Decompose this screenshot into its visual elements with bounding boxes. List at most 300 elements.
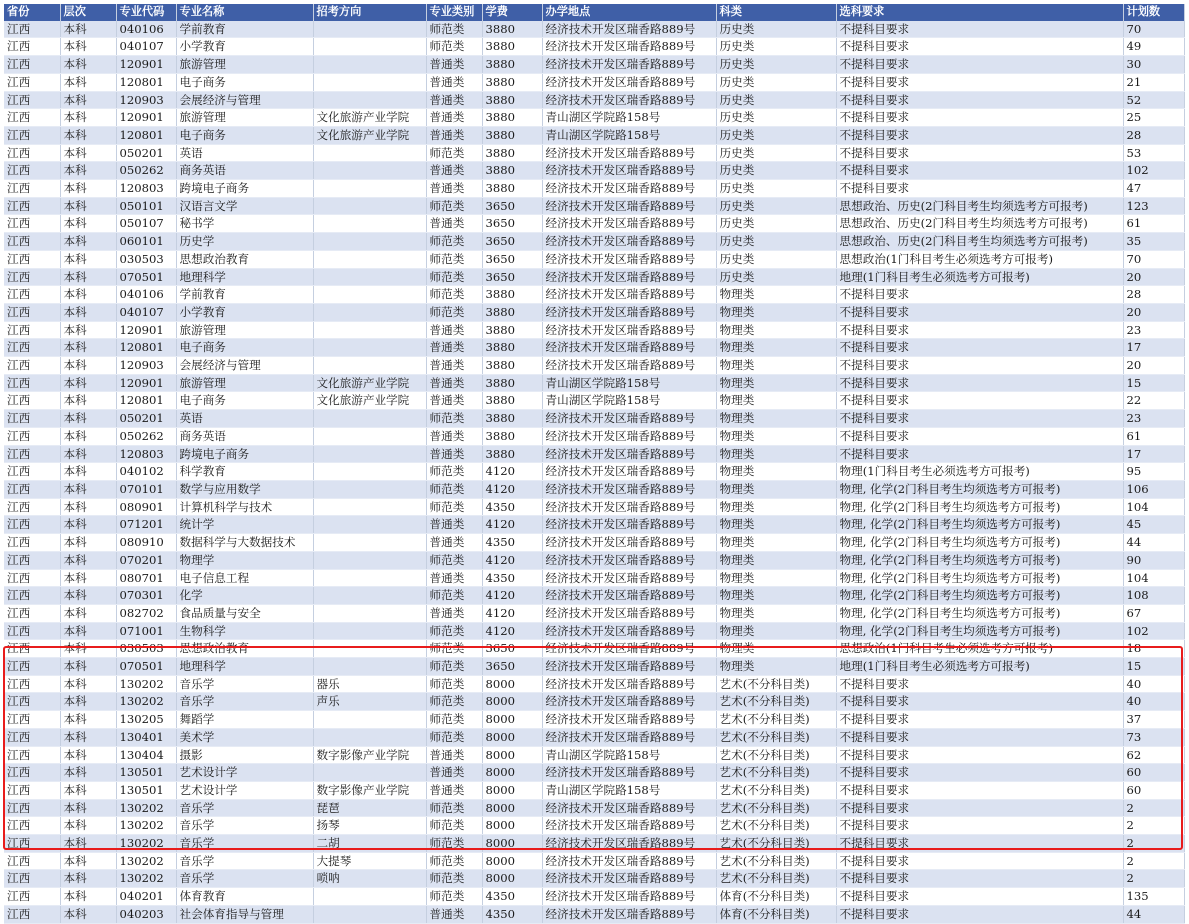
- subject-type-cell[interactable]: 历史类: [716, 56, 836, 74]
- col-header-major-name[interactable]: 专业名称: [176, 4, 313, 21]
- plan-count-cell[interactable]: 23: [1123, 410, 1184, 428]
- direction-cell[interactable]: 文化旅游产业学院: [313, 392, 426, 410]
- province-cell[interactable]: 江西: [4, 711, 60, 729]
- major-code-cell[interactable]: 071201: [116, 516, 176, 534]
- plan-count-cell[interactable]: 2: [1123, 870, 1184, 888]
- subject-requirement-cell[interactable]: 不提科目要求: [836, 905, 1123, 923]
- level-cell[interactable]: 本科: [60, 587, 116, 605]
- level-cell[interactable]: 本科: [60, 73, 116, 91]
- subject-type-cell[interactable]: 历史类: [716, 126, 836, 144]
- level-cell[interactable]: 本科: [60, 551, 116, 569]
- table-row[interactable]: [4, 480, 1184, 498]
- table-row[interactable]: [4, 91, 1184, 109]
- direction-cell[interactable]: 二胡: [313, 835, 426, 853]
- table-row[interactable]: [4, 534, 1184, 552]
- direction-cell[interactable]: [313, 286, 426, 304]
- direction-cell[interactable]: [313, 888, 426, 906]
- major-code-cell[interactable]: 040106: [116, 21, 176, 38]
- direction-cell[interactable]: [313, 764, 426, 782]
- level-cell[interactable]: 本科: [60, 675, 116, 693]
- major-name-cell[interactable]: 商务英语: [176, 427, 313, 445]
- tuition-cell[interactable]: 3880: [482, 374, 542, 392]
- campus-cell[interactable]: 经济技术开发区瑞香路889号: [542, 658, 716, 676]
- subject-type-cell[interactable]: 艺术(不分科目类): [716, 781, 836, 799]
- plan-count-cell[interactable]: 23: [1123, 321, 1184, 339]
- major-name-cell[interactable]: 旅游管理: [176, 56, 313, 74]
- level-cell[interactable]: 本科: [60, 427, 116, 445]
- plan-count-cell[interactable]: 17: [1123, 339, 1184, 357]
- tuition-cell[interactable]: 8000: [482, 693, 542, 711]
- province-cell[interactable]: 江西: [4, 73, 60, 91]
- level-cell[interactable]: 本科: [60, 392, 116, 410]
- category-cell[interactable]: 普通类: [426, 56, 482, 74]
- plan-count-cell[interactable]: 90: [1123, 551, 1184, 569]
- category-cell[interactable]: 师范类: [426, 197, 482, 215]
- plan-count-cell[interactable]: 62: [1123, 746, 1184, 764]
- plan-count-cell[interactable]: 104: [1123, 498, 1184, 516]
- province-cell[interactable]: 江西: [4, 852, 60, 870]
- major-code-cell[interactable]: 130205: [116, 711, 176, 729]
- category-cell[interactable]: 普通类: [426, 516, 482, 534]
- subject-type-cell[interactable]: 物理类: [716, 604, 836, 622]
- plan-count-cell[interactable]: 22: [1123, 392, 1184, 410]
- level-cell[interactable]: 本科: [60, 250, 116, 268]
- major-name-cell[interactable]: 音乐学: [176, 870, 313, 888]
- province-cell[interactable]: 江西: [4, 569, 60, 587]
- category-cell[interactable]: 师范类: [426, 870, 482, 888]
- major-code-cell[interactable]: 120801: [116, 339, 176, 357]
- level-cell[interactable]: 本科: [60, 728, 116, 746]
- level-cell[interactable]: 本科: [60, 463, 116, 481]
- direction-cell[interactable]: [313, 21, 426, 38]
- level-cell[interactable]: 本科: [60, 445, 116, 463]
- plan-count-cell[interactable]: 44: [1123, 905, 1184, 923]
- tuition-cell[interactable]: 4350: [482, 498, 542, 516]
- category-cell[interactable]: 普通类: [426, 126, 482, 144]
- table-row[interactable]: [4, 162, 1184, 180]
- major-code-cell[interactable]: 050201: [116, 144, 176, 162]
- plan-count-cell[interactable]: 67: [1123, 604, 1184, 622]
- province-cell[interactable]: 江西: [4, 339, 60, 357]
- tuition-cell[interactable]: 3880: [482, 445, 542, 463]
- category-cell[interactable]: 普通类: [426, 604, 482, 622]
- direction-cell[interactable]: [313, 303, 426, 321]
- direction-cell[interactable]: [313, 534, 426, 552]
- subject-type-cell[interactable]: 历史类: [716, 73, 836, 91]
- category-cell[interactable]: 师范类: [426, 799, 482, 817]
- category-cell[interactable]: 普通类: [426, 162, 482, 180]
- plan-count-cell[interactable]: 2: [1123, 817, 1184, 835]
- subject-requirement-cell[interactable]: 物理, 化学(2门科目考生均须选考方可报考): [836, 480, 1123, 498]
- category-cell[interactable]: 普通类: [426, 215, 482, 233]
- tuition-cell[interactable]: 3880: [482, 180, 542, 198]
- category-cell[interactable]: 师范类: [426, 268, 482, 286]
- category-cell[interactable]: 师范类: [426, 728, 482, 746]
- table-row[interactable]: [4, 286, 1184, 304]
- campus-cell[interactable]: 经济技术开发区瑞香路889号: [542, 445, 716, 463]
- major-code-cell[interactable]: 130501: [116, 781, 176, 799]
- table-row[interactable]: [4, 516, 1184, 534]
- plan-count-cell[interactable]: 60: [1123, 781, 1184, 799]
- major-code-cell[interactable]: 080910: [116, 534, 176, 552]
- subject-requirement-cell[interactable]: 不提科目要求: [836, 109, 1123, 127]
- direction-cell[interactable]: [313, 73, 426, 91]
- subject-requirement-cell[interactable]: 不提科目要求: [836, 180, 1123, 198]
- plan-count-cell[interactable]: 20: [1123, 268, 1184, 286]
- subject-type-cell[interactable]: 物理类: [716, 480, 836, 498]
- subject-requirement-cell[interactable]: 物理, 化学(2门科目考生均须选考方可报考): [836, 569, 1123, 587]
- direction-cell[interactable]: [313, 144, 426, 162]
- subject-requirement-cell[interactable]: 不提科目要求: [836, 693, 1123, 711]
- subject-requirement-cell[interactable]: 不提科目要求: [836, 888, 1123, 906]
- tuition-cell[interactable]: 8000: [482, 764, 542, 782]
- plan-count-cell[interactable]: 45: [1123, 516, 1184, 534]
- direction-cell[interactable]: [313, 622, 426, 640]
- campus-cell[interactable]: 经济技术开发区瑞香路889号: [542, 534, 716, 552]
- subject-requirement-cell[interactable]: 不提科目要求: [836, 781, 1123, 799]
- tuition-cell[interactable]: 4120: [482, 463, 542, 481]
- subject-requirement-cell[interactable]: 不提科目要求: [836, 38, 1123, 56]
- level-cell[interactable]: 本科: [60, 852, 116, 870]
- subject-requirement-cell[interactable]: 不提科目要求: [836, 711, 1123, 729]
- direction-cell[interactable]: [313, 91, 426, 109]
- major-name-cell[interactable]: 电子商务: [176, 73, 313, 91]
- major-name-cell[interactable]: 小学教育: [176, 303, 313, 321]
- campus-cell[interactable]: 经济技术开发区瑞香路889号: [542, 197, 716, 215]
- tuition-cell[interactable]: 3650: [482, 197, 542, 215]
- major-name-cell[interactable]: 社会体育指导与管理: [176, 905, 313, 923]
- major-name-cell[interactable]: 跨境电子商务: [176, 445, 313, 463]
- direction-cell[interactable]: [313, 728, 426, 746]
- tuition-cell[interactable]: 3880: [482, 56, 542, 74]
- level-cell[interactable]: 本科: [60, 799, 116, 817]
- major-code-cell[interactable]: 040102: [116, 463, 176, 481]
- subject-requirement-cell[interactable]: 不提科目要求: [836, 445, 1123, 463]
- province-cell[interactable]: 江西: [4, 197, 60, 215]
- category-cell[interactable]: 普通类: [426, 781, 482, 799]
- province-cell[interactable]: 江西: [4, 374, 60, 392]
- plan-count-cell[interactable]: 2: [1123, 835, 1184, 853]
- campus-cell[interactable]: 经济技术开发区瑞香路889号: [542, 321, 716, 339]
- subject-requirement-cell[interactable]: 不提科目要求: [836, 321, 1123, 339]
- campus-cell[interactable]: 经济技术开发区瑞香路889号: [542, 799, 716, 817]
- category-cell[interactable]: 普通类: [426, 569, 482, 587]
- col-header-plan-count[interactable]: 计划数: [1123, 4, 1184, 21]
- campus-cell[interactable]: 青山湖区学院路158号: [542, 109, 716, 127]
- campus-cell[interactable]: 经济技术开发区瑞香路889号: [542, 551, 716, 569]
- subject-requirement-cell[interactable]: 不提科目要求: [836, 21, 1123, 38]
- direction-cell[interactable]: [313, 604, 426, 622]
- table-row[interactable]: [4, 250, 1184, 268]
- direction-cell[interactable]: [313, 197, 426, 215]
- campus-cell[interactable]: 经济技术开发区瑞香路889号: [542, 888, 716, 906]
- subject-requirement-cell[interactable]: 思想政治、历史(2门科目考生均须选考方可报考): [836, 233, 1123, 251]
- major-code-cell[interactable]: 120901: [116, 374, 176, 392]
- table-row[interactable]: [4, 215, 1184, 233]
- major-name-cell[interactable]: 汉语言文学: [176, 197, 313, 215]
- table-row[interactable]: [4, 233, 1184, 251]
- major-name-cell[interactable]: 思想政治教育: [176, 640, 313, 658]
- major-name-cell[interactable]: 跨境电子商务: [176, 180, 313, 198]
- category-cell[interactable]: 普通类: [426, 357, 482, 375]
- campus-cell[interactable]: 经济技术开发区瑞香路889号: [542, 498, 716, 516]
- province-cell[interactable]: 江西: [4, 870, 60, 888]
- campus-cell[interactable]: 经济技术开发区瑞香路889号: [542, 622, 716, 640]
- campus-cell[interactable]: 经济技术开发区瑞香路889号: [542, 516, 716, 534]
- direction-cell[interactable]: [313, 498, 426, 516]
- campus-cell[interactable]: 经济技术开发区瑞香路889号: [542, 268, 716, 286]
- plan-count-cell[interactable]: 37: [1123, 711, 1184, 729]
- subject-type-cell[interactable]: 历史类: [716, 197, 836, 215]
- major-code-cell[interactable]: 070501: [116, 268, 176, 286]
- province-cell[interactable]: 江西: [4, 410, 60, 428]
- subject-requirement-cell[interactable]: 思想政治、历史(2门科目考生均须选考方可报考): [836, 197, 1123, 215]
- level-cell[interactable]: 本科: [60, 126, 116, 144]
- province-cell[interactable]: 江西: [4, 321, 60, 339]
- level-cell[interactable]: 本科: [60, 144, 116, 162]
- tuition-cell[interactable]: 3650: [482, 250, 542, 268]
- subject-type-cell[interactable]: 体育(不分科目类): [716, 905, 836, 923]
- plan-count-cell[interactable]: 61: [1123, 215, 1184, 233]
- table-row[interactable]: [4, 339, 1184, 357]
- subject-type-cell[interactable]: 物理类: [716, 286, 836, 304]
- subject-type-cell[interactable]: 历史类: [716, 233, 836, 251]
- plan-count-cell[interactable]: 21: [1123, 73, 1184, 91]
- major-code-cell[interactable]: 130202: [116, 870, 176, 888]
- major-code-cell[interactable]: 040107: [116, 303, 176, 321]
- major-name-cell[interactable]: 学前教育: [176, 21, 313, 38]
- campus-cell[interactable]: 经济技术开发区瑞香路889号: [542, 250, 716, 268]
- table-row[interactable]: [4, 392, 1184, 410]
- level-cell[interactable]: 本科: [60, 109, 116, 127]
- direction-cell[interactable]: [313, 321, 426, 339]
- subject-type-cell[interactable]: 历史类: [716, 91, 836, 109]
- campus-cell[interactable]: 经济技术开发区瑞香路889号: [542, 675, 716, 693]
- category-cell[interactable]: 师范类: [426, 410, 482, 428]
- province-cell[interactable]: 江西: [4, 764, 60, 782]
- subject-requirement-cell[interactable]: 物理, 化学(2门科目考生均须选考方可报考): [836, 534, 1123, 552]
- level-cell[interactable]: 本科: [60, 764, 116, 782]
- table-row[interactable]: [4, 303, 1184, 321]
- campus-cell[interactable]: 经济技术开发区瑞香路889号: [542, 162, 716, 180]
- table-row[interactable]: [4, 622, 1184, 640]
- province-cell[interactable]: 江西: [4, 180, 60, 198]
- subject-type-cell[interactable]: 物理类: [716, 534, 836, 552]
- tuition-cell[interactable]: 3880: [482, 144, 542, 162]
- plan-count-cell[interactable]: 25: [1123, 109, 1184, 127]
- table-row[interactable]: [4, 640, 1184, 658]
- table-row[interactable]: [4, 835, 1184, 853]
- table-row[interactable]: [4, 268, 1184, 286]
- major-code-cell[interactable]: 040203: [116, 905, 176, 923]
- tuition-cell[interactable]: 8000: [482, 799, 542, 817]
- subject-type-cell[interactable]: 历史类: [716, 38, 836, 56]
- tuition-cell[interactable]: 8000: [482, 852, 542, 870]
- major-code-cell[interactable]: 080901: [116, 498, 176, 516]
- table-row[interactable]: [4, 693, 1184, 711]
- subject-type-cell[interactable]: 物理类: [716, 498, 836, 516]
- major-name-cell[interactable]: 艺术设计学: [176, 764, 313, 782]
- campus-cell[interactable]: 经济技术开发区瑞香路889号: [542, 764, 716, 782]
- direction-cell[interactable]: 唢呐: [313, 870, 426, 888]
- major-code-cell[interactable]: 040106: [116, 286, 176, 304]
- subject-requirement-cell[interactable]: 地理(1门科目考生必须选考方可报考): [836, 658, 1123, 676]
- major-name-cell[interactable]: 会展经济与管理: [176, 357, 313, 375]
- subject-requirement-cell[interactable]: 不提科目要求: [836, 799, 1123, 817]
- level-cell[interactable]: 本科: [60, 286, 116, 304]
- subject-type-cell[interactable]: 物理类: [716, 357, 836, 375]
- province-cell[interactable]: 江西: [4, 675, 60, 693]
- plan-count-cell[interactable]: 15: [1123, 374, 1184, 392]
- table-row[interactable]: [4, 764, 1184, 782]
- campus-cell[interactable]: 经济技术开发区瑞香路889号: [542, 835, 716, 853]
- province-cell[interactable]: 江西: [4, 817, 60, 835]
- table-row[interactable]: [4, 746, 1184, 764]
- plan-count-cell[interactable]: 73: [1123, 728, 1184, 746]
- direction-cell[interactable]: 声乐: [313, 693, 426, 711]
- category-cell[interactable]: 师范类: [426, 587, 482, 605]
- province-cell[interactable]: 江西: [4, 463, 60, 481]
- major-name-cell[interactable]: 旅游管理: [176, 109, 313, 127]
- province-cell[interactable]: 江西: [4, 835, 60, 853]
- major-name-cell[interactable]: 历史学: [176, 233, 313, 251]
- col-header-direction[interactable]: 招考方向: [313, 4, 426, 21]
- category-cell[interactable]: 普通类: [426, 339, 482, 357]
- direction-cell[interactable]: [313, 480, 426, 498]
- campus-cell[interactable]: 经济技术开发区瑞香路889号: [542, 817, 716, 835]
- table-row[interactable]: [4, 587, 1184, 605]
- table-row[interactable]: [4, 197, 1184, 215]
- major-code-cell[interactable]: 120901: [116, 109, 176, 127]
- tuition-cell[interactable]: 4120: [482, 622, 542, 640]
- table-row[interactable]: [4, 658, 1184, 676]
- category-cell[interactable]: 师范类: [426, 303, 482, 321]
- table-row[interactable]: [4, 427, 1184, 445]
- major-code-cell[interactable]: 071001: [116, 622, 176, 640]
- subject-type-cell[interactable]: 物理类: [716, 516, 836, 534]
- province-cell[interactable]: 江西: [4, 56, 60, 74]
- major-code-cell[interactable]: 040201: [116, 888, 176, 906]
- province-cell[interactable]: 江西: [4, 250, 60, 268]
- major-name-cell[interactable]: 数学与应用数学: [176, 480, 313, 498]
- campus-cell[interactable]: 经济技术开发区瑞香路889号: [542, 905, 716, 923]
- province-cell[interactable]: 江西: [4, 480, 60, 498]
- major-name-cell[interactable]: 英语: [176, 144, 313, 162]
- subject-requirement-cell[interactable]: 物理, 化学(2门科目考生均须选考方可报考): [836, 516, 1123, 534]
- plan-count-cell[interactable]: 2: [1123, 799, 1184, 817]
- category-cell[interactable]: 普通类: [426, 764, 482, 782]
- category-cell[interactable]: 普通类: [426, 746, 482, 764]
- category-cell[interactable]: 师范类: [426, 250, 482, 268]
- direction-cell[interactable]: 文化旅游产业学院: [313, 374, 426, 392]
- category-cell[interactable]: 普通类: [426, 445, 482, 463]
- level-cell[interactable]: 本科: [60, 180, 116, 198]
- major-code-cell[interactable]: 130501: [116, 764, 176, 782]
- direction-cell[interactable]: 数字影像产业学院: [313, 781, 426, 799]
- subject-type-cell[interactable]: 艺术(不分科目类): [716, 799, 836, 817]
- subject-type-cell[interactable]: 艺术(不分科目类): [716, 675, 836, 693]
- subject-type-cell[interactable]: 历史类: [716, 250, 836, 268]
- major-code-cell[interactable]: 130202: [116, 799, 176, 817]
- campus-cell[interactable]: 青山湖区学院路158号: [542, 392, 716, 410]
- major-code-cell[interactable]: 130202: [116, 852, 176, 870]
- subject-requirement-cell[interactable]: 不提科目要求: [836, 870, 1123, 888]
- subject-requirement-cell[interactable]: 不提科目要求: [836, 374, 1123, 392]
- table-row[interactable]: [4, 126, 1184, 144]
- level-cell[interactable]: 本科: [60, 21, 116, 38]
- plan-count-cell[interactable]: 28: [1123, 126, 1184, 144]
- major-name-cell[interactable]: 数据科学与大数据技术: [176, 534, 313, 552]
- level-cell[interactable]: 本科: [60, 870, 116, 888]
- subject-requirement-cell[interactable]: 思想政治(1门科目考生必须选考方可报考): [836, 250, 1123, 268]
- major-name-cell[interactable]: 音乐学: [176, 693, 313, 711]
- major-name-cell[interactable]: 食品质量与安全: [176, 604, 313, 622]
- subject-requirement-cell[interactable]: 物理, 化学(2门科目考生均须选考方可报考): [836, 587, 1123, 605]
- campus-cell[interactable]: 青山湖区学院路158号: [542, 746, 716, 764]
- plan-count-cell[interactable]: 104: [1123, 569, 1184, 587]
- subject-type-cell[interactable]: 物理类: [716, 658, 836, 676]
- campus-cell[interactable]: 经济技术开发区瑞香路889号: [542, 728, 716, 746]
- subject-requirement-cell[interactable]: 不提科目要求: [836, 427, 1123, 445]
- subject-requirement-cell[interactable]: 物理, 化学(2门科目考生均须选考方可报考): [836, 622, 1123, 640]
- major-name-cell[interactable]: 科学教育: [176, 463, 313, 481]
- tuition-cell[interactable]: 8000: [482, 728, 542, 746]
- province-cell[interactable]: 江西: [4, 21, 60, 38]
- category-cell[interactable]: 师范类: [426, 835, 482, 853]
- major-code-cell[interactable]: 120801: [116, 73, 176, 91]
- category-cell[interactable]: 普通类: [426, 905, 482, 923]
- level-cell[interactable]: 本科: [60, 268, 116, 286]
- major-name-cell[interactable]: 艺术设计学: [176, 781, 313, 799]
- subject-type-cell[interactable]: 物理类: [716, 303, 836, 321]
- col-header-major-code[interactable]: 专业代码: [116, 4, 176, 21]
- subject-type-cell[interactable]: 艺术(不分科目类): [716, 817, 836, 835]
- campus-cell[interactable]: 经济技术开发区瑞香路889号: [542, 180, 716, 198]
- major-code-cell[interactable]: 120803: [116, 445, 176, 463]
- table-row[interactable]: [4, 144, 1184, 162]
- tuition-cell[interactable]: 4350: [482, 905, 542, 923]
- level-cell[interactable]: 本科: [60, 781, 116, 799]
- subject-requirement-cell[interactable]: 物理, 化学(2门科目考生均须选考方可报考): [836, 551, 1123, 569]
- table-row[interactable]: [4, 817, 1184, 835]
- level-cell[interactable]: 本科: [60, 640, 116, 658]
- tuition-cell[interactable]: 4120: [482, 516, 542, 534]
- level-cell[interactable]: 本科: [60, 835, 116, 853]
- table-row[interactable]: [4, 569, 1184, 587]
- plan-count-cell[interactable]: 44: [1123, 534, 1184, 552]
- table-row[interactable]: [4, 852, 1184, 870]
- campus-cell[interactable]: 经济技术开发区瑞香路889号: [542, 91, 716, 109]
- subject-type-cell[interactable]: 物理类: [716, 321, 836, 339]
- campus-cell[interactable]: 经济技术开发区瑞香路889号: [542, 427, 716, 445]
- direction-cell[interactable]: [313, 463, 426, 481]
- col-header-subject-requirement[interactable]: 选科要求: [836, 4, 1123, 21]
- subject-requirement-cell[interactable]: 不提科目要求: [836, 746, 1123, 764]
- campus-cell[interactable]: 青山湖区学院路158号: [542, 374, 716, 392]
- subject-requirement-cell[interactable]: 不提科目要求: [836, 835, 1123, 853]
- province-cell[interactable]: 江西: [4, 640, 60, 658]
- tuition-cell[interactable]: 8000: [482, 675, 542, 693]
- level-cell[interactable]: 本科: [60, 817, 116, 835]
- province-cell[interactable]: 江西: [4, 551, 60, 569]
- table-row[interactable]: [4, 321, 1184, 339]
- level-cell[interactable]: 本科: [60, 693, 116, 711]
- tuition-cell[interactable]: 8000: [482, 781, 542, 799]
- major-name-cell[interactable]: 舞蹈学: [176, 711, 313, 729]
- major-name-cell[interactable]: 旅游管理: [176, 374, 313, 392]
- level-cell[interactable]: 本科: [60, 622, 116, 640]
- tuition-cell[interactable]: 3880: [482, 286, 542, 304]
